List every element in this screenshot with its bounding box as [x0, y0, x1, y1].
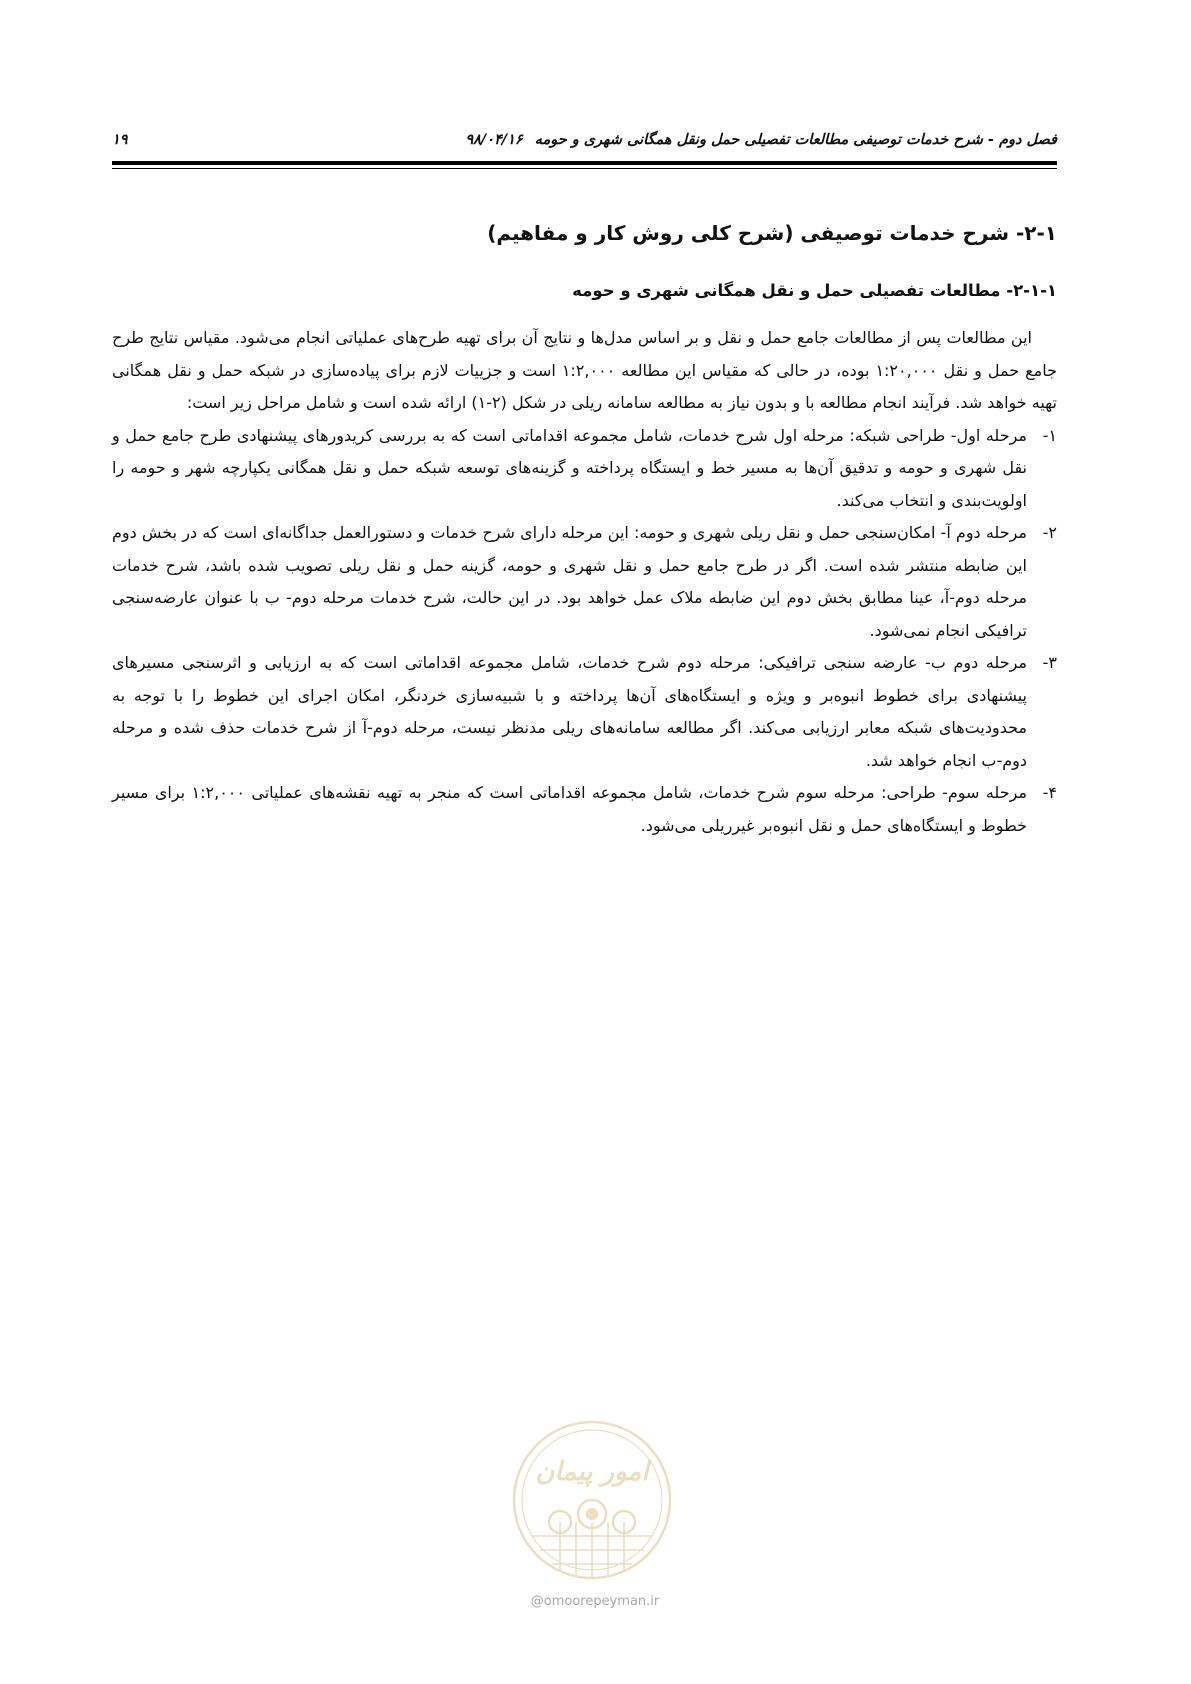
list-item-text: مرحله اول- طراحی شبکه: مرحله اول شرح خدمات، شامل مجموعه اقداماتی است که به بررسی کریدورهای پیشنهادی طرح جامع حمل و نقل شهری و حومه و تدقیق آن‌ها به مسیر خط و ایستگاه پرداخته و گزینه‌های توسعه شبکه حمل و نقل همگانی یکپارچه شهر و حومه را اولویت‌بندی و انتخاب می‌کند.	[112, 425, 1027, 510]
list-item	[112, 420, 1057, 518]
header-title-row	[465, 132, 1057, 148]
header-rule-thick	[112, 161, 1057, 165]
intro-paragraph: این مطالعات پس از مطالعات جامع حمل و نقل و بر اساس مدل‌ها و نتایج آن برای تهیه طرح‌های عملیاتی انجام می‌شود. مقیاس نتایج طرح جامع حمل و نقل ۱:۲۰,۰۰۰ بوده، در حالی که مقیاس این مطالعه ۱:۲,۰۰۰ است و جزییات لازم برای پیاده‌سازی در شبکه حمل و نقل همگانی تهیه خواهد شد. فرآیند انجام مطالعه با و بدون نیاز به مطالعه سامانه ریلی در شکل (۲-۱) ارائه شده است و شامل مراحل زیر است:	[112, 328, 1057, 412]
list-item	[112, 647, 1057, 777]
list-item-number: ۱-	[1042, 425, 1057, 445]
main-content	[112, 218, 1057, 842]
page-header	[112, 128, 1057, 158]
section-heading: ۲-۱- شرح خدمات توصیفی (شرح کلی روش کار و مفاهیم)	[487, 221, 1057, 245]
list-item-text: مرحله سوم- طراحی: مرحله سوم شرح خدمات، شامل مجموعه اقداماتی است که منجر به تهیه نقشه‌های عملیاتی ۱:۲,۰۰۰ برای مسیر خطوط و ایستگاه‌های حمل و نقل انبوه‌بر غیرریلی می‌شود.	[112, 783, 1028, 835]
page-number: ۱۹	[112, 132, 128, 148]
watermark-url: @omoorepeyman.ir	[530, 1594, 660, 1609]
list-item-number: ۴-	[1042, 783, 1057, 802]
list-item-text: مرحله دوم آ- امکان‌سنجی حمل و نقل ریلی شهری و حومه: این مرحله دارای شرح خدمات و دستورالعمل جداگانه‌ای است که در بخش دوم این ضابطه منتشر شده است. اگر در طرح جامع حمل و نقل شهری و حومه، گزینه حمل و نقل ریلی تصویب شده باشد، شرح خدمات مرحله دوم-آ، عینا مطابق بخش دوم این ضابطه ملاک عمل خواهد بود. در این حالت، شرح خدمات مرحله دوم- ب با عنوان عارضه‌سنجی ترافیکی انجام نمی‌شود.	[112, 523, 1027, 640]
svg-text:امور پیمان: امور پیمان	[535, 1457, 649, 1487]
header-title: فصل دوم - شرح خدمات توصیفی مطالعات تفصیلی حمل ونقل همگانی شهری و حومه	[534, 132, 1057, 148]
watermark-logo	[510, 1418, 674, 1582]
list-item-number: ۳-	[1042, 653, 1057, 672]
subsection-heading: ۲-۱-۱- مطالعات تفصیلی حمل و نقل همگانی شهری و حومه	[572, 281, 1057, 300]
list-item-text: مرحله دوم ب- عارضه سنجی ترافیکی: مرحله دوم شرح خدمات، شامل مجموعه اقداماتی است که به ارزیابی و اثرسنجی مسیرهای پیشنهادی برای خطوط انبوه‌بر و ویژه و ایستگاه‌های آن‌ها پرداخته و با شبیه‌سازی خردنگر، امکان اجرای این خطوط را با توجه به محدودیت‌های شبکه معابر ارزیابی می‌کند. اگر مطالعه سامانه‌های ریلی مدنظر نیست، مرحله دوم-آ از شرح خدمات حذف شده و مرحله دوم-ب انجام خواهد شد.	[112, 653, 1027, 770]
list-item-number: ۲-	[1042, 523, 1057, 542]
header-date: ۹۸/۰۴/۱۶	[465, 132, 523, 148]
list-item	[112, 777, 1057, 842]
header-rule-thin	[112, 168, 1057, 169]
list-item	[112, 517, 1057, 647]
steps-list	[112, 420, 1057, 843]
